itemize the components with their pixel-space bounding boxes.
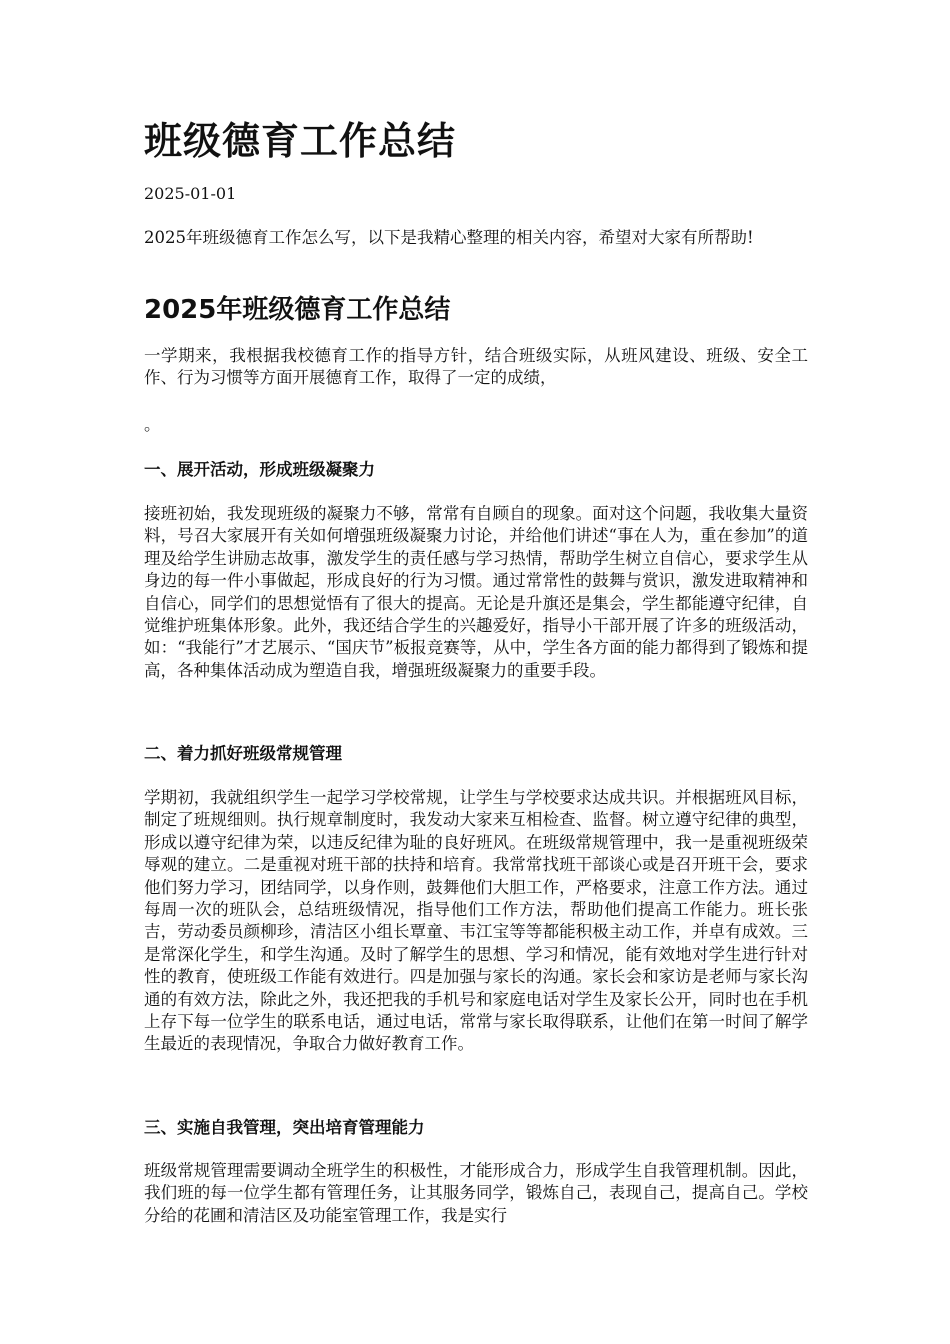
section-heading-3: 三、实施自我管理，突出培育管理能力 — [144, 1118, 425, 1137]
section-heading-1: 一、展开活动，形成班级凝聚力 — [144, 460, 375, 479]
opening-paragraph: 一学期来，我根据我校德育工作的指导方针，结合班级实际，从班风建设、班级、安全工作、行为习惯等方面开展德育工作，取得了一定的成绩， — [144, 346, 808, 388]
page-title: 班级德育工作总结 — [144, 119, 457, 163]
intro-paragraph: 2025年班级德育工作怎么写，以下是我精心整理的相关内容，希望对大家有所帮助! — [144, 228, 754, 247]
article-subtitle: 2025年班级德育工作总结 — [144, 295, 451, 325]
section-paragraph-2: 学期初，我就组织学生一起学习学校常规，让学生与学校要求达成共识。并根据班风目标，制定了班规细则。执行规章制度时，我发动大家来互相检查、监督。树立遵守纪律的典型，形成以遵守纪律为荣，以违反纪律为耻的良好班风。在班级常规管理中，我一是重视班级荣辱观的建立。二是重视对班干部的扶持和培育。我常常找班干部谈心或是召开班干会，要求他们努力学习，团结同学，以身作则，鼓舞他们大胆工作，严格要求，注意工作方法。通过每周一次的班队会，总结班级情况，指导他们工作方法，帮助他们提高工作能力。班长张吉，劳动委员颜柳珍，清洁区小组长覃童、韦江宝等等都能积极主动工作，并卓有成效。三是常深化学生，和学生沟通。及时了解学生的思想、学习和情况，能有效地对学生进行针对性的教育，使班级工作能有效进行。四是加强与家长的沟通。家长会和家访是老师与家长沟通的有效方法，除此之外，我还把我的手机号和家庭电话对学生及家长公开，同时也在手机上存下每一位学生的联系电话，通过电话，常常与家长取得联系，让他们在第一时间了解学生最近的表现情况，争取合力做好教育工作。 — [144, 788, 808, 1054]
period-paragraph: 。 — [144, 415, 161, 434]
publish-date: 2025-01-01 — [144, 184, 237, 203]
section-heading-2: 二、着力抓好班级常规管理 — [144, 744, 342, 763]
section-paragraph-3: 班级常规管理需要调动全班学生的积极性，才能形成合力，形成学生自我管理机制。因此，我们班的每一位学生都有管理任务，让其服务同学，锻炼自己，表现自己，提高自己。学校分给的花圃和清洁区及功能室管理工作，我是实行 — [144, 1161, 808, 1225]
section-paragraph-1: 接班初始，我发现班级的凝聚力不够，常常有自顾自的现象。面对这个问题，我收集大量资料，号召大家展开有关如何增强班级凝聚力讨论，并给他们讲述“事在人为，重在参加”的道理及给学生讲励志故事，激发学生的责任感与学习热情，帮助学生树立自信心，要求学生从身边的每一件小事做起，形成良好的行为习惯。通过常常性的鼓舞与赏识，激发进取精神和自信心，同学们的思想觉悟有了很大的提高。无论是升旗还是集会，学生都能遵守纪律，自觉维护班集体形象。此外，我还结合学生的兴趣爱好，指导小干部开展了许多的班级活动，如：“我能行”才艺展示、“国庆节”板报竞赛等，从中，学生各方面的能力都得到了锻炼和提高，各种集体活动成为塑造自我，增强班级凝聚力的重要手段。 — [144, 504, 808, 680]
